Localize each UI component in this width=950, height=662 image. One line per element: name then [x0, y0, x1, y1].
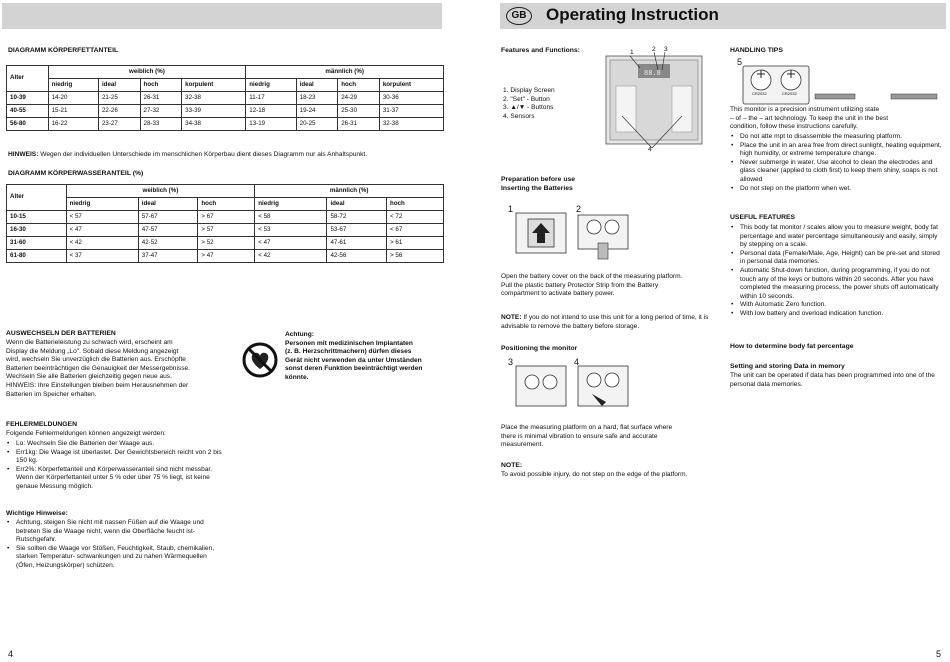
scale-illustration: [592, 46, 714, 154]
howto-title: How to determine body fat percentage: [730, 343, 854, 350]
table-cell: 18-23: [296, 92, 338, 105]
table-header-male: männlich (%): [246, 66, 444, 79]
table-row: [7, 211, 444, 224]
achtung-text-line: (z. B. Herzschrittmachern) dürfen dieses: [285, 348, 412, 356]
no-pacemaker-icon: [242, 342, 278, 378]
table-subheader: niedrig: [48, 79, 98, 92]
page-title: Operating Instruction: [546, 5, 719, 24]
table-cell: 14-20: [48, 92, 98, 105]
battery-section-title: AUSWECHSELN DER BATTERIEN: [6, 330, 116, 337]
features-title: Features and Functions:: [501, 47, 580, 54]
handling-item: • Do not step on the platform when wet.: [730, 185, 944, 194]
battery-text-line: Wechseln Sie alle Batterien gleichzeitig gegen neue aus.: [6, 373, 172, 381]
table-header-female: weiblich (%): [66, 185, 255, 198]
note-storage: [501, 314, 716, 331]
fat-chart-title: DIAGRAMM KÖRPERFETTANTEIL: [8, 47, 119, 54]
table-cell: 16-22: [48, 118, 98, 131]
table-cell: < 47: [255, 237, 327, 250]
useful-item: • This body fat monitor / scales allow you to measure weight, body fat percentage and water percentage simultaneously and easily, simply by stepping on a scale.: [730, 224, 944, 250]
hinweis-text: Wegen der individuellen Unterschiede im menschlichen Körperbau dient dieses Diagramm nur als Anhaltspunkt.: [38, 151, 368, 158]
important-notes-list: [6, 519, 224, 571]
table-subheader: hoch: [338, 79, 380, 92]
table-subheader: ideal: [296, 79, 338, 92]
table-cell: 40-55: [7, 105, 49, 118]
table-subheader: hoch: [140, 79, 182, 92]
setting-title: Setting and storing Data in memory: [730, 363, 845, 370]
error-section-title: FEHLERMELDUNGEN: [6, 421, 77, 428]
open-battery-line: Open the battery cover on the back of the measuring platform.: [501, 273, 683, 280]
handling-intro-line: – of – the – art technology. To keep the unit in the best: [730, 114, 889, 122]
fig-step-1: 1: [508, 204, 514, 214]
table-subheader: ideal: [98, 79, 140, 92]
error-list: [6, 440, 224, 492]
table-subheader: niedrig: [255, 198, 327, 211]
achtung-title: Achtung:: [285, 331, 314, 338]
useful-item: • Automatic Shut-down function, during programming, if you do not touch any of the keys or buttons within 20 seconds. After you have completed the measuring process, the power shuts off automatically within 10 seconds.: [730, 267, 944, 301]
table-cell: 13-19: [246, 118, 296, 131]
hinweis-label: HINWEIS:: [8, 151, 39, 158]
positioning-title: Positioning the monitor: [501, 345, 578, 352]
table-cell: 10-39: [7, 92, 49, 105]
error-intro: Folgende Fehlermeldungen können angezeigt werden:: [6, 430, 166, 437]
handling-intro-line: condition, follow these instructions carefully.: [730, 123, 858, 131]
note-label-2: NOTE:: [501, 462, 523, 469]
achtung-text-line: Personen mit medizinischen Implantaten: [285, 339, 413, 347]
table-cell: > 47: [198, 250, 255, 263]
table-subheader: korpulent: [379, 79, 443, 92]
useful-item: • Personal data (Female/Male, Age, Height) can be pre-set and stored in personal data memories.: [730, 250, 944, 267]
display-readout: 88.8: [644, 70, 661, 78]
battery-insert-illustration: [506, 203, 636, 265]
table-header-male: männlich (%): [255, 185, 444, 198]
handling-intro-line: This monitor is a precision instrument utilizing state: [730, 106, 880, 113]
table-cell: 19-24: [296, 105, 338, 118]
table-cell: < 67: [387, 224, 444, 237]
important-note-item: • Achtung, steigen Sie nicht mit nassen Füßen auf die Waage und betreten Sie die Waage nicht, wenn die Oberfläche feucht ist- Rutschgefahr.: [6, 519, 224, 545]
battery-text-line: HINWEIS: Ihre Einstellungen bleiben beim Herausnehmen der: [6, 381, 189, 389]
battery-text-line: Batterien im Speicher erhalten.: [6, 390, 97, 398]
battery-text-line: wird, wechseln Sie unverzüglich die Batterien aus. Erschöpfte: [6, 356, 186, 364]
feature-item: 4. Sensors: [503, 112, 535, 120]
table-cell: 47-61: [327, 237, 387, 250]
setting-text: The unit can be operated if data has been programmed into one of the personal data memories.: [730, 372, 935, 388]
gb-badge: GB: [506, 7, 532, 25]
achtung-text-line: Gerät nicht verwenden da unter Umständen: [285, 356, 422, 364]
table-cell: 42-56: [327, 250, 387, 263]
table-cell: 56-80: [7, 118, 49, 131]
table-cell: 57-67: [138, 211, 198, 224]
table-cell: 30-36: [379, 92, 443, 105]
placement-line: Place the measuring platform on a hard, flat surface where: [501, 424, 673, 431]
handling-item: • Place the unit in an area free from direct sunlight, heating equipment, high humidity, or extreme temperature change.: [730, 142, 944, 159]
important-notes-title: Wichtige Hinweise:: [6, 510, 68, 517]
fig-step-3: 3: [508, 357, 514, 367]
table-cell: 16-30: [7, 224, 67, 237]
table-cell: 22-26: [98, 105, 140, 118]
fig-step-4: 4: [574, 357, 580, 367]
callout-3: 3: [664, 46, 668, 53]
prep-subtitle: Inserting the Batteries: [501, 185, 573, 192]
callout-1: 1: [630, 49, 634, 56]
table-cell: 10-15: [7, 211, 67, 224]
note-text-1: If you do not intend to use this unit for a long period of time, it is advisable to remove the battery before storage.: [501, 314, 709, 330]
fig-5: 5: [737, 57, 743, 67]
feature-item: 2. "Set" - Button: [503, 95, 550, 103]
table-header-female: weiblich (%): [48, 66, 246, 79]
table-row: [7, 105, 444, 118]
fig-step-2: 2: [576, 204, 582, 214]
error-item: • Err1kg: Die Waage ist überlastet. Der Gewichtsbereich reicht von 2 bis 150 kg.: [6, 449, 224, 466]
useful-list: [730, 224, 944, 319]
prep-title: Preparation before use: [501, 176, 576, 183]
useful-item: • With Automatic Zero function.: [730, 301, 944, 310]
table-subheader: niedrig: [66, 198, 138, 211]
note-text-2: To avoid possible injury, do not step on the edge of the platform.: [501, 471, 688, 478]
table-cell: 33-39: [182, 105, 246, 118]
table-row: [7, 237, 444, 250]
table-row: [7, 118, 444, 131]
table-cell: 32-38: [379, 118, 443, 131]
important-note-item: • Sie sollten die Waage vor Stößen, Feuchtigkeit, Staub, chemikalien, starken Temperatur- schwankungen und zu nahen Wärmequellen (Öfen, Heizungskörper) schützen.: [6, 545, 224, 571]
battery-text-line: Batterien beeinträchtigen die Genauigkeit der Messergebnisse.: [6, 364, 191, 372]
error-item: • Lo: Wechseln Sie die Batterien der Waage aus.: [6, 440, 224, 449]
achtung-text-line: sonst deren Funktion beeinträchtigt werden: [285, 365, 423, 373]
table-cell: 21-25: [98, 92, 140, 105]
body-water-table: [6, 184, 444, 263]
handling-list: [730, 133, 944, 193]
table-cell: 20-25: [296, 118, 338, 131]
water-chart-title: DIAGRAMM KÖRPERWASSERANTEIL (%): [8, 170, 144, 177]
table-subheader: hoch: [198, 198, 255, 211]
table-row: [7, 250, 444, 263]
table-cell: < 58: [255, 211, 327, 224]
handling-intro: [730, 106, 945, 132]
open-battery-line: Pull the plastic battery Protector Strip from the Battery: [501, 281, 659, 289]
table-cell: > 57: [198, 224, 255, 237]
table-row: [7, 224, 444, 237]
page-number-left: 4: [8, 649, 14, 659]
table-subheader: korpulent: [182, 79, 246, 92]
table-cell: > 56: [387, 250, 444, 263]
table-subheader: ideal: [138, 198, 198, 211]
handling-illustration: [733, 58, 943, 106]
placement-line: there is minimal vibration to ensure safe and accurate: [501, 432, 658, 440]
achtung-text: [285, 340, 445, 383]
callout-2: 2: [652, 46, 656, 53]
cell-label-1: CR2032: [752, 91, 767, 96]
page-number-right: 5: [936, 649, 942, 659]
table-header-alter: Alter: [7, 66, 49, 92]
useful-item: • With low battery and overload indication function.: [730, 310, 944, 319]
table-cell: 28-33: [140, 118, 182, 131]
table-cell: 23-27: [98, 118, 140, 131]
table-cell: > 67: [198, 211, 255, 224]
table-subheader: hoch: [387, 198, 444, 211]
table-cell: 58-72: [327, 211, 387, 224]
handling-title: HANDLING TIPS: [730, 47, 783, 54]
table-cell: < 47: [66, 224, 138, 237]
table-cell: 47-57: [138, 224, 198, 237]
table-cell: < 57: [66, 211, 138, 224]
table-subheader: niedrig: [246, 79, 296, 92]
table-cell: 15-21: [48, 105, 98, 118]
achtung-text-line: könnte.: [285, 373, 309, 381]
table-cell: < 37: [66, 250, 138, 263]
placement-line: measurement.: [501, 441, 544, 449]
table-cell: > 61: [387, 237, 444, 250]
table-cell: 34-38: [182, 118, 246, 131]
placement-text: [501, 424, 716, 450]
table-cell: < 53: [255, 224, 327, 237]
useful-title: USEFUL FEATURES: [730, 214, 796, 221]
positioning-illustration: [506, 356, 636, 418]
handling-item: • Do not atte mpt to disassemble the measuring platform.: [730, 133, 944, 142]
battery-text-line: Display die Meldung „Lo". Sobald diese Meldung angezeigt: [6, 347, 179, 355]
table-cell: < 42: [255, 250, 327, 263]
left-header-bar: [2, 3, 442, 29]
table-cell: 24-29: [338, 92, 380, 105]
table-subheader: ideal: [327, 198, 387, 211]
table-cell: 26-31: [338, 118, 380, 131]
table-cell: 26-31: [140, 92, 182, 105]
table-cell: 32-38: [182, 92, 246, 105]
table-header-alter: Alter: [7, 185, 67, 211]
table-cell: < 42: [66, 237, 138, 250]
table-cell: 61-80: [7, 250, 67, 263]
table-cell: 31-60: [7, 237, 67, 250]
table-cell: 53-67: [327, 224, 387, 237]
table-cell: 12-18: [246, 105, 296, 118]
table-cell: > 52: [198, 237, 255, 250]
hinweis-note: [8, 151, 367, 160]
feature-item: 3. ▲/▼ - Buttons: [503, 104, 554, 112]
table-row: [7, 92, 444, 105]
open-battery-line: compartment to activate battery power.: [501, 290, 615, 298]
note-label-1: NOTE:: [501, 314, 522, 321]
cell-label-2: CR2032: [782, 91, 797, 96]
callout-4: 4: [648, 146, 652, 153]
table-cell: 31-37: [379, 105, 443, 118]
feature-item: 1. Display Screen: [503, 87, 555, 94]
open-battery-text: [501, 273, 716, 299]
handling-item: • Never submerge in water. Use alcohol to clean the electrodes and glass cleaner (applied to cloth first) to keep them shiny, soaps is not allowed: [730, 159, 944, 185]
features-list: [503, 87, 555, 121]
table-cell: 37-47: [138, 250, 198, 263]
body-fat-table: [6, 65, 444, 131]
error-item: • Err2%: Körperfettanteil und Körperwasseranteil sind nicht messbar. Wenn der Körperfettanteil unter 5 % oder über 75 % liegt, ist keine genaue Messung möglich.: [6, 466, 224, 492]
achtung-warning: [285, 331, 445, 383]
battery-section-text: [6, 339, 246, 399]
table-cell: 27-32: [140, 105, 182, 118]
table-cell: 11-17: [246, 92, 296, 105]
table-cell: < 72: [387, 211, 444, 224]
table-cell: 25-30: [338, 105, 380, 118]
battery-text-line: Wenn die Batterieleistung zu schwach wird, erscheint am: [6, 339, 173, 346]
table-cell: 42-52: [138, 237, 198, 250]
